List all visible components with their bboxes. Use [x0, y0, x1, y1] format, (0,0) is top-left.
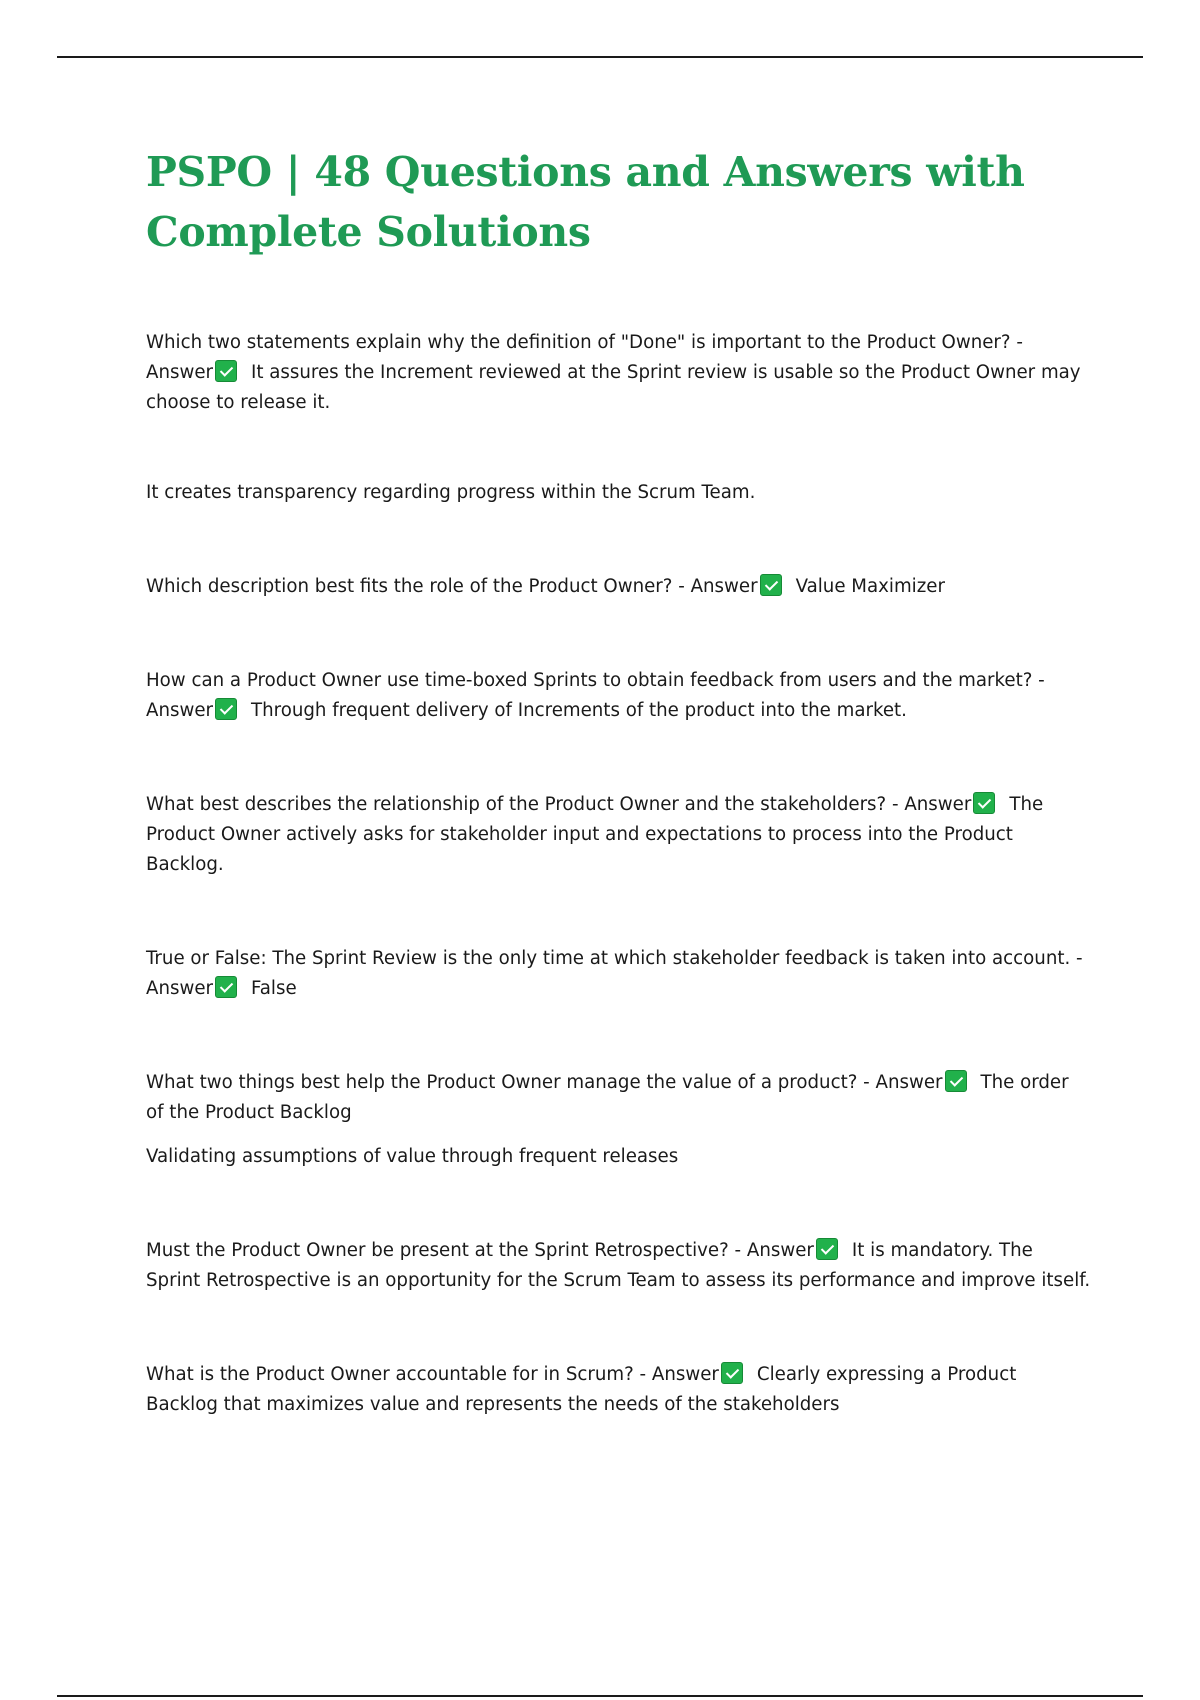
answer-text: The Product Owner actively asks for stakeholder input and expectations to process into the Product Backlog. — [146, 794, 1044, 875]
checkmark-icon — [215, 698, 237, 720]
answer-label: Answer — [146, 700, 213, 721]
checkmark-icon — [215, 976, 237, 998]
checkmark-icon — [945, 1070, 967, 1092]
question-text: What best describes the relationship of the Product Owner and the stakeholders? - — [146, 794, 899, 815]
qa-item — [146, 328, 1091, 418]
qa-item — [146, 944, 1091, 1004]
checkmark-icon — [816, 1238, 838, 1260]
checkmark-icon — [215, 360, 237, 382]
question-text: Which description best fits the role of the Product Owner? - — [146, 576, 685, 597]
qa-item — [146, 666, 1091, 726]
question-text: Must the Product Owner be present at the Sprint Retrospective? - — [146, 1240, 742, 1261]
document-title: PSPO | 48 Questions and Answers with Complete Solutions — [146, 148, 1025, 256]
bottom-rule — [57, 1695, 1143, 1697]
answer-extra-text: Validating assumptions of value through frequent releases — [146, 1146, 679, 1167]
checkmark-icon — [721, 1362, 743, 1384]
answer-label: Answer — [690, 576, 758, 597]
answer-label: Answer — [746, 1240, 814, 1261]
answer-text: False — [251, 978, 297, 999]
checkmark-icon — [760, 574, 782, 596]
answer-text: It assures the Increment reviewed at the Sprint review is usable so the Product Owner may choose to release it. — [146, 362, 1081, 413]
question-text: True or False: The Sprint Review is the only time at which stakeholder feedback is taken into account. - — [146, 948, 1083, 969]
answer-label: Answer — [146, 362, 213, 383]
top-rule — [57, 56, 1143, 58]
qa-item — [146, 1360, 1091, 1420]
qa-item — [146, 572, 1091, 602]
answer-text: Through frequent delivery of Increments of the product into the market. — [251, 700, 907, 721]
question-text: What is the Product Owner accountable for in Scrum? - — [146, 1364, 647, 1385]
answer-text: The order of the Product Backlog — [146, 1072, 1069, 1123]
qa-item — [146, 1068, 1091, 1128]
answer-extra-text: It creates transparency regarding progress within the Scrum Team. — [146, 482, 756, 503]
answer-label: Answer — [146, 978, 213, 999]
checkmark-icon — [973, 792, 995, 814]
qa-item-extra — [146, 478, 1091, 508]
answer-text: It is mandatory. The Sprint Retrospective is an opportunity for the Scrum Team to assess its performance and improve itself. — [146, 1240, 1091, 1291]
qa-item — [146, 790, 1091, 880]
qa-item — [146, 1236, 1091, 1296]
answer-label: Answer — [904, 794, 972, 815]
question-text: What two things best help the Product Owner manage the value of a product? - — [146, 1072, 870, 1093]
qa-item-extra — [146, 1142, 1091, 1172]
answer-label: Answer — [875, 1072, 943, 1093]
answer-text: Value Maximizer — [795, 576, 945, 597]
question-text: How can a Product Owner use time-boxed Sprints to obtain feedback from users and the market? - — [146, 670, 1045, 691]
answer-label: Answer — [651, 1364, 719, 1385]
question-text: Which two statements explain why the definition of "Done" is important to the Product Owner? - — [146, 332, 1023, 353]
answer-text: Clearly expressing a Product Backlog that maximizes value and represents the needs of the stakeholders — [146, 1364, 1017, 1415]
document-body — [146, 142, 1091, 1420]
